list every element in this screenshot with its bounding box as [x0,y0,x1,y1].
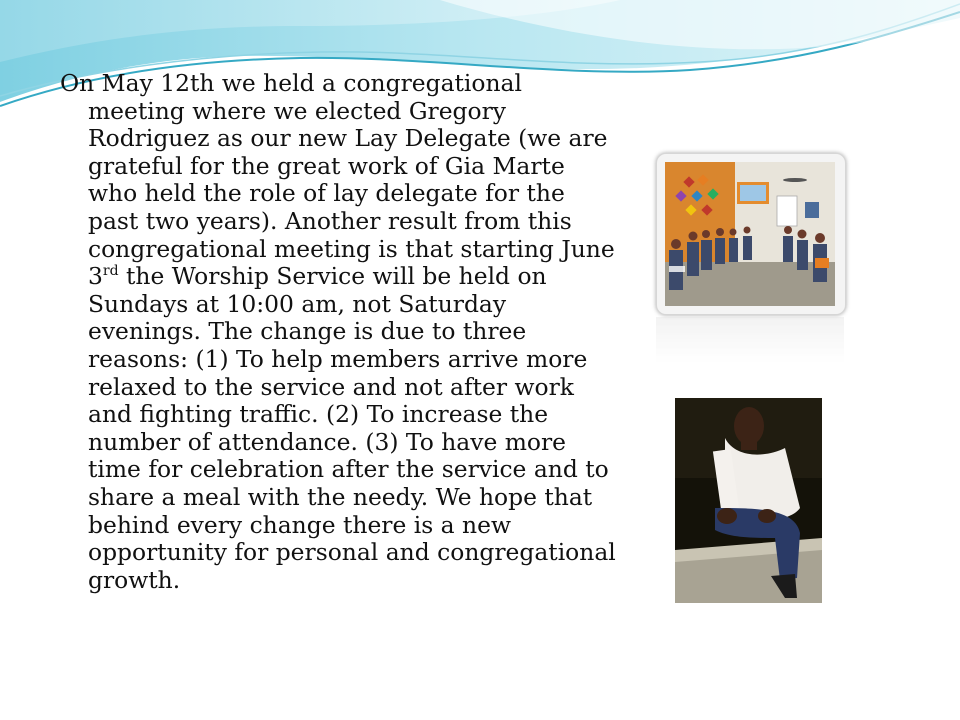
meeting-photo-frame [656,153,846,315]
paragraph-text-part2: the Worship Service will be held on Sundays at 10:00 am, not Saturday evenings. The change is due to three reasons: (1) To help members arrive more relaxed to the service and not after work and fighting traffic. (2) To increase the number of attendance. (3) To have more time for celebration after the service and to share a meal with the needy. We hope that behind every change there is a new opportunity for personal and congregational growth. [88,262,616,594]
lay-delegate-portrait [675,398,822,603]
ordinal-superscript: rd [102,263,119,280]
body-paragraph [60,70,620,594]
paragraph-text-part1: On May 12th we held a congregational meeting where we elected Gregory Rodriguez as our new Lay Delegate (we are grateful for the great work of Gia Marte who held the role of lay delegate for the past two years). Another result from this congregational meeting is that starting June 3 [60,69,615,291]
meeting-photo-reflection [656,317,844,363]
congregation-meeting-photo [665,162,835,306]
